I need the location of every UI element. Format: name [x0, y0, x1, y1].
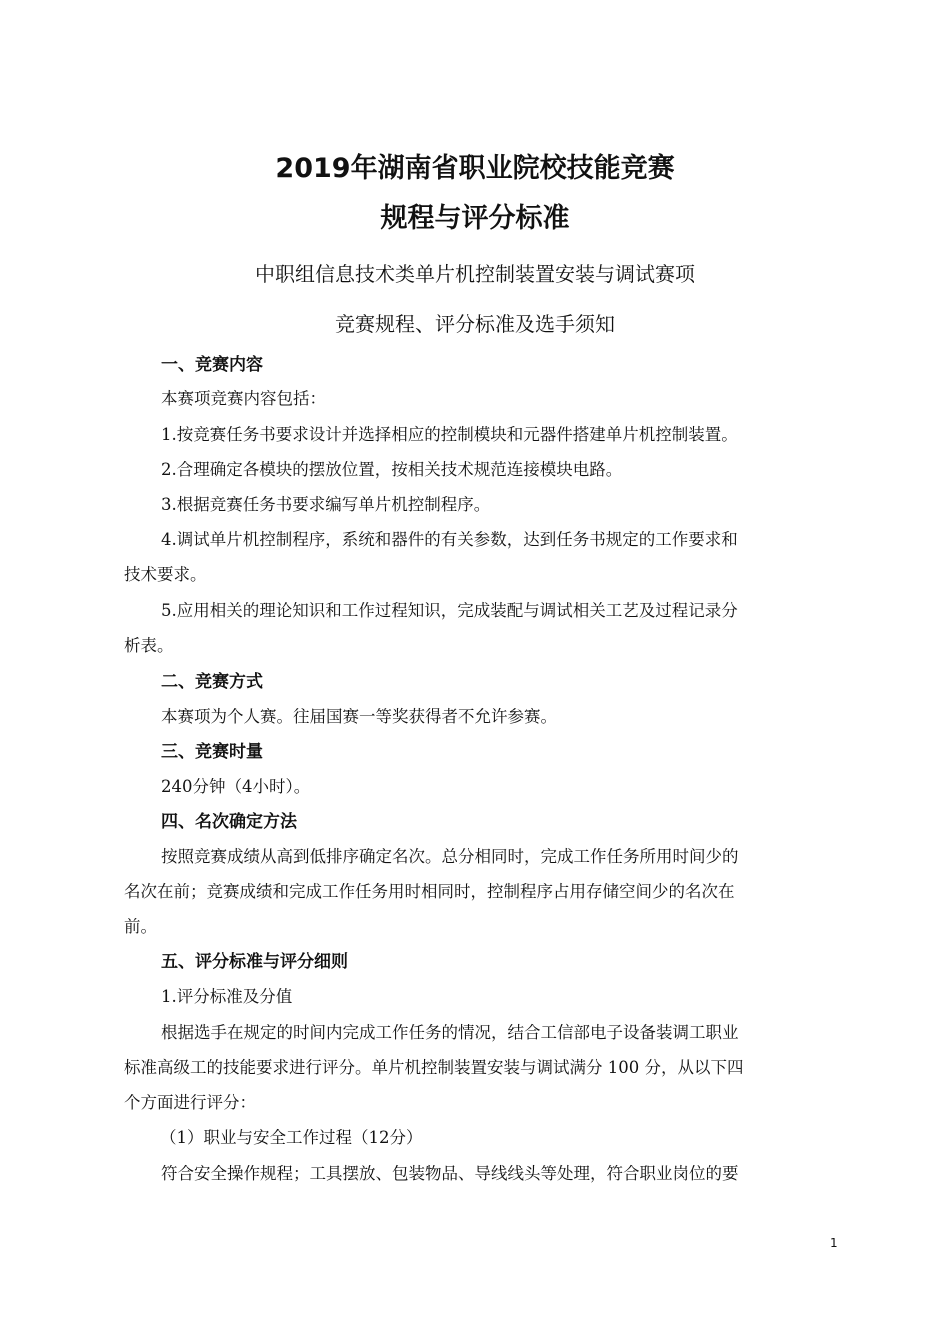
document-subtitle-line2: 竞赛规程、评分标准及选手须知: [335, 312, 615, 336]
section-heading-ranking: 四、名次确定方法: [161, 812, 297, 832]
subsection-heading: 1.评分标准及分值: [161, 987, 293, 1006]
list-item: 3.根据竞赛任务书要求编写单片机控制程序。: [161, 495, 491, 514]
paragraph-line: 前。: [124, 917, 157, 936]
list-item: 5.应用相关的理论知识和工作过程知识，完成装配与调试相关工艺及过程记录分: [161, 601, 738, 620]
section-heading-scoring: 五、评分标准与评分细则: [161, 952, 348, 972]
section-heading-duration: 三、竞赛时量: [161, 742, 263, 762]
paragraph-line: 本赛项竞赛内容包括：: [161, 389, 326, 408]
list-item: 2.合理确定各模块的摆放位置，按相关技术规范连接模块电路。: [161, 460, 623, 479]
paragraph-line: 符合安全操作规程；工具摆放、包装物品、导线线头等处理，符合职业岗位的要: [161, 1164, 739, 1183]
list-item-continuation: 技术要求。: [124, 565, 207, 584]
document-title-line1: 2019年湖南省职业院校技能竞赛: [275, 153, 675, 184]
section-heading-content: 一、竞赛内容: [161, 355, 263, 375]
document-title-line2: 规程与评分标准: [380, 203, 570, 234]
list-item: 1.按竞赛任务书要求设计并选择相应的控制模块和元器件搭建单片机控制装置。: [161, 425, 738, 444]
list-item-continuation: 析表。: [124, 636, 174, 655]
document-subtitle-line1: 中职组信息技术类单片机控制装置安装与调试赛项: [255, 262, 695, 286]
list-item: （1）职业与安全工作过程（12分）: [160, 1128, 423, 1147]
section-heading-format: 二、竞赛方式: [161, 672, 263, 692]
paragraph-line: 240分钟（4小时）。: [161, 777, 311, 796]
paragraph-line: 根据选手在规定的时间内完成工作任务的情况，结合工信部电子设备装调工职业: [161, 1023, 739, 1042]
list-item: 4.调试单片机控制程序，系统和器件的有关参数，达到任务书规定的工作要求和: [161, 530, 738, 549]
paragraph-line: 个方面进行评分：: [124, 1093, 256, 1112]
page-number: 1: [830, 1236, 838, 1250]
paragraph-line: 本赛项为个人赛。往届国赛一等奖获得者不允许参赛。: [161, 707, 557, 726]
paragraph-line: 名次在前；竞赛成绩和完成工作任务用时相同时，控制程序占用存储空间少的名次在: [124, 882, 735, 901]
paragraph-line: 按照竞赛成绩从高到低排序确定名次。总分相同时，完成工作任务所用时间少的: [161, 847, 739, 866]
paragraph-line: 标准高级工的技能要求进行评分。单片机控制装置安装与调试满分 100 分，从以下四: [124, 1058, 744, 1077]
